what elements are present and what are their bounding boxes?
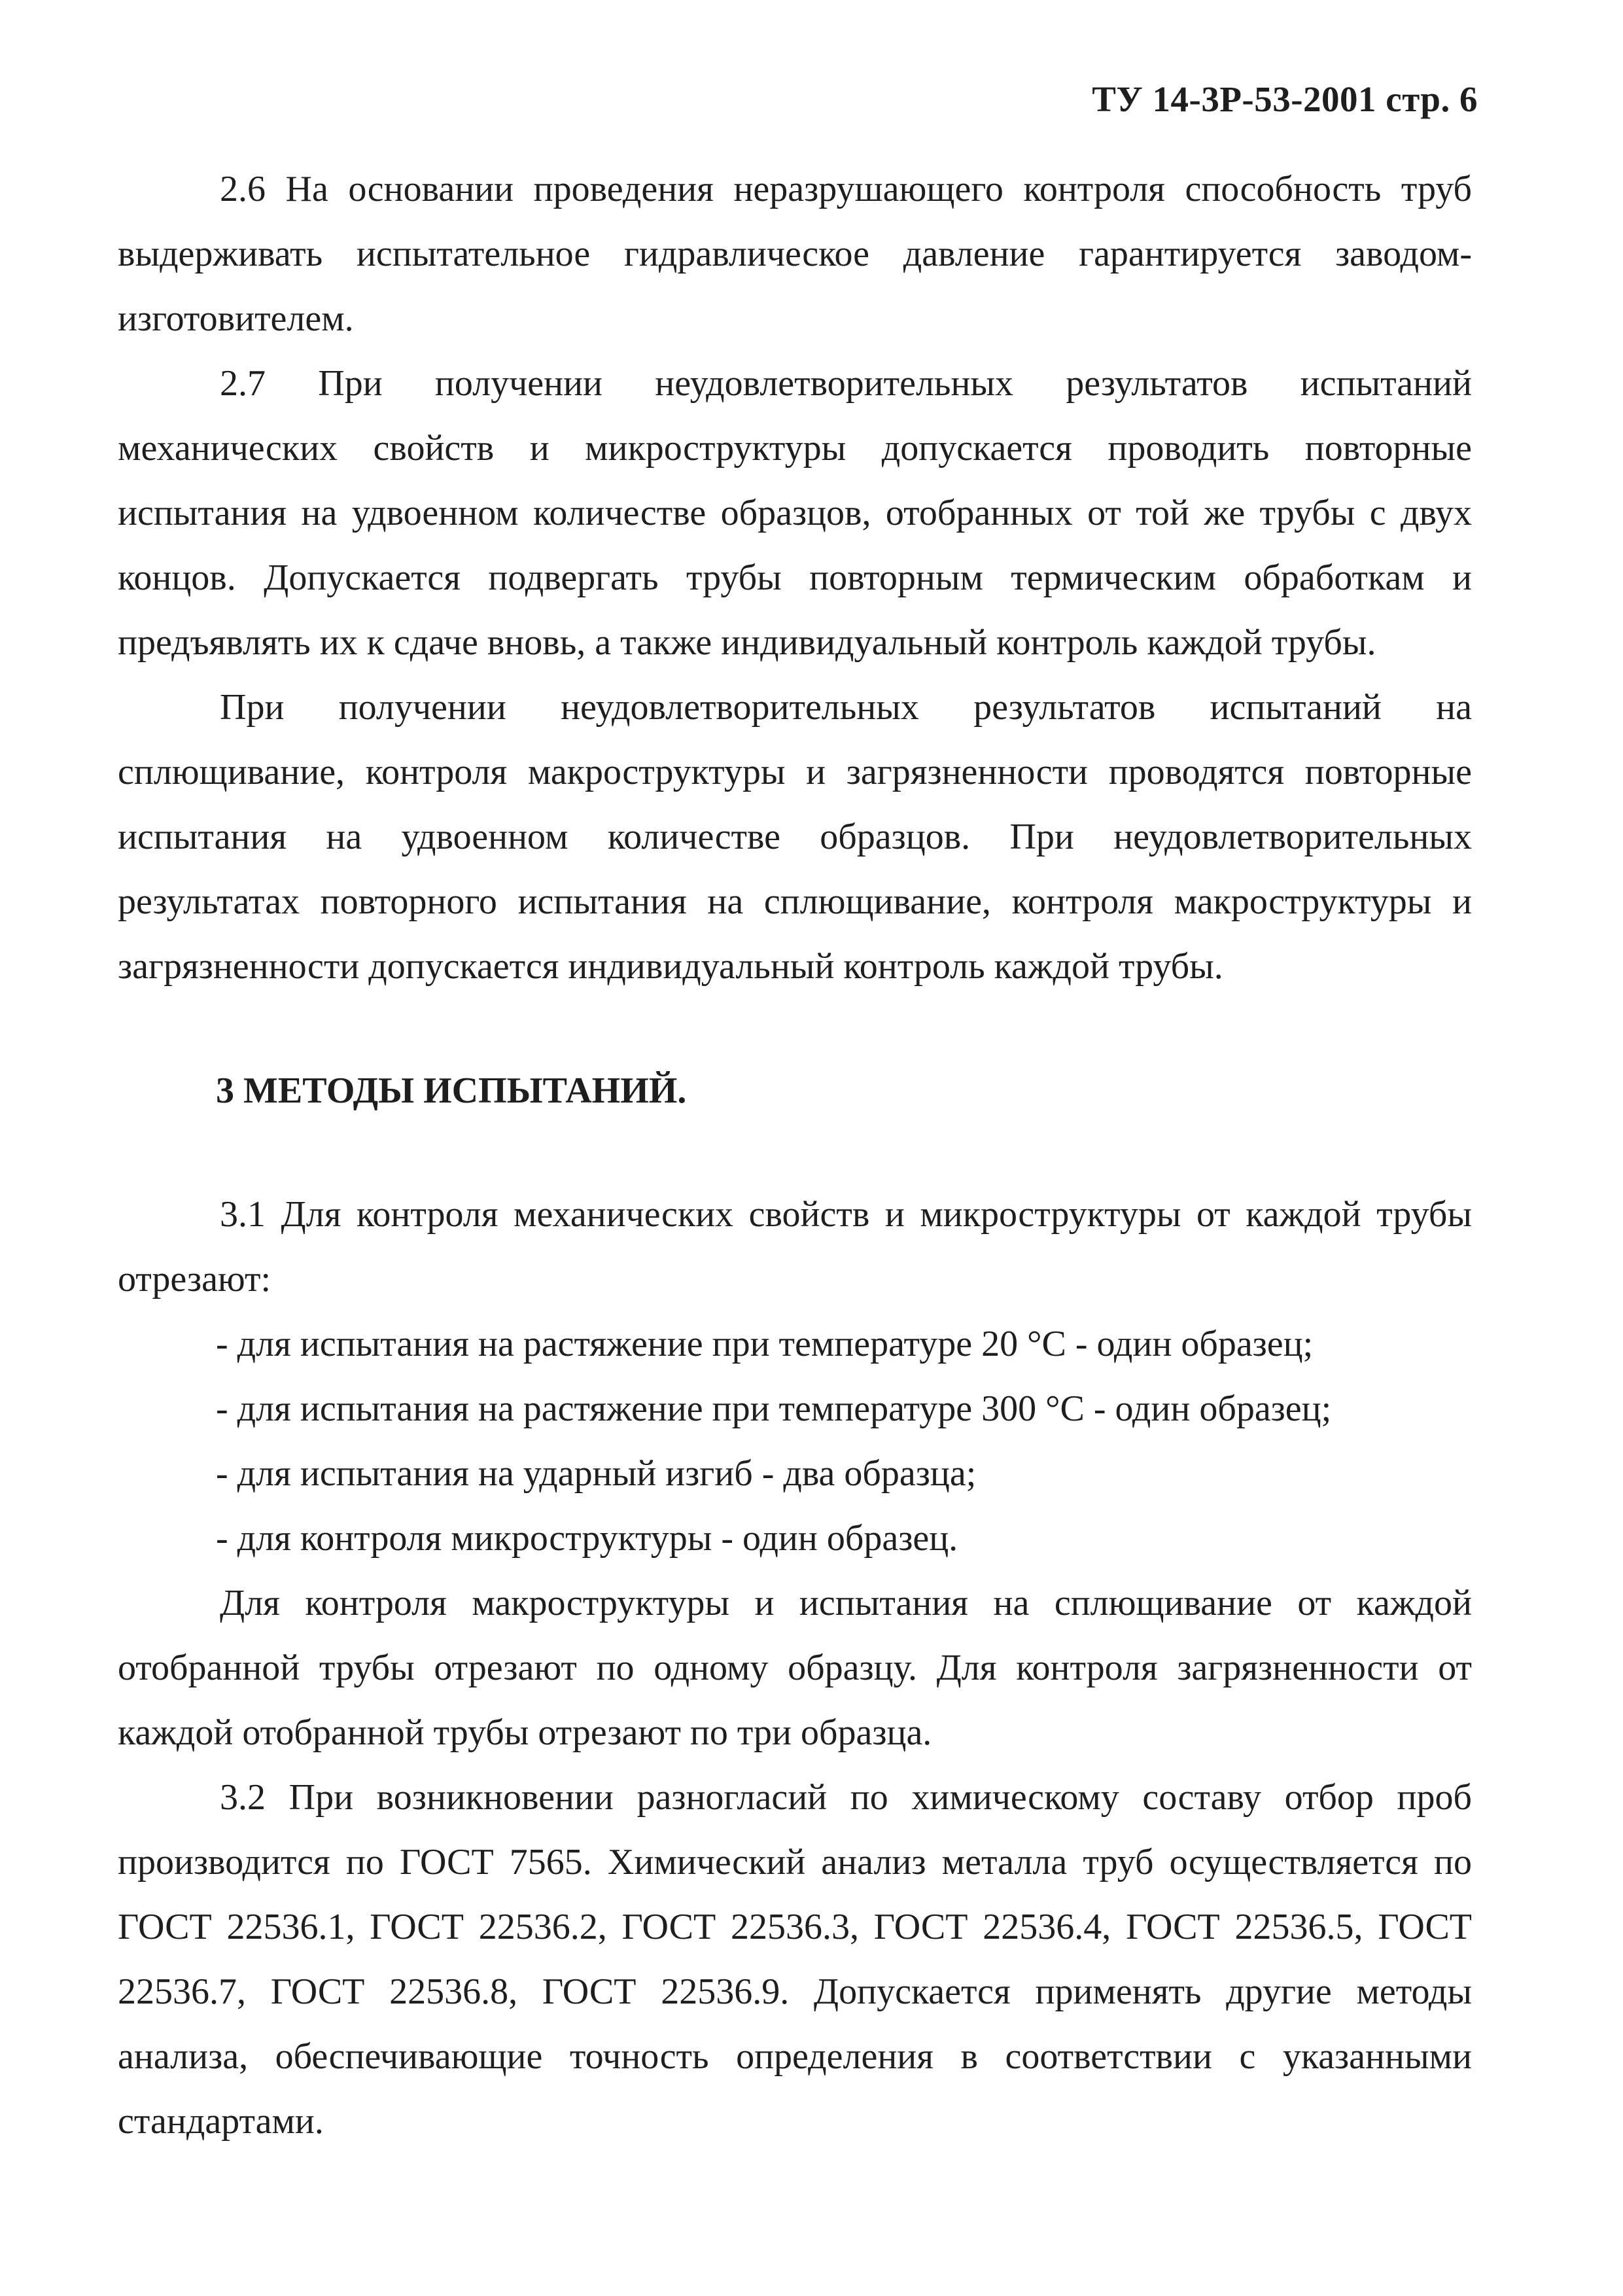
paragraph-3-2: 3.2 При возникновении разногласий по химическому составу отбор проб производится по ГОСТ 7565. Химический анализ металла труб осуществляется по ГОСТ 22536.1, ГОСТ 22536.2, ГОСТ 22536.3, ГОСТ 22536.4, ГОСТ 22536.5, ГОСТ 22536.7, ГОСТ 22536.8, ГОСТ 22536.9. Допускается применять другие методы анализа, обеспечивающие точность определения в соответствии с указанными стандартами. [118,1777,1472,2142]
document-body [118,157,1472,2154]
list-item: - для испытания на растяжение при температуре 300 °С - один образец; [216,1388,1332,1429]
paragraph-3-1: 3.1 Для контроля механических свойств и микроструктуры от каждой трубы отрезают: [118,1194,1472,1299]
list-item: - для испытания на ударный изгиб - два образца; [216,1453,977,1494]
paragraph-2-6: 2.6 На основании проведения неразрушающего контроля способность труб выдерживать испытательное гидравлическое давление гарантируется заводом-изготовителем. [118,169,1472,339]
paragraph-macro-samples: Для контроля макроструктуры и испытания на сплющивание от каждой отобранной трубы отрезают по одному образцу. Для контроля загрязненности от каждой отобранной трубы отрезают по три образца. [118,1583,1472,1753]
paragraph-retest: При получении неудовлетворительных результатов испытаний на сплющивание, контроля макроструктуры и загрязненности проводятся повторные испытания на удвоенном количестве образцов. При неудовлетворительных результатах повторного испытания на сплющивание, контроля макроструктуры и загрязненности допускается индивидуальный контроль каждой трубы. [118,687,1472,987]
page-header-doc-ref: ТУ 14-3Р-53-2001 стр. 6 [1092,79,1478,119]
list-item: - для контроля микроструктуры - один образец. [216,1518,958,1559]
list-item: - для испытания на растяжение при температуре 20 °С - один образец; [216,1324,1314,1364]
section-heading: 3 МЕТОДЫ ИСПЫТАНИЙ. [216,1070,687,1111]
paragraph-2-7: 2.7 При получении неудовлетворительных результатов испытаний механических свойств и микроструктуры допускается проводить повторные испытания на удвоенном количестве образцов, отобранных от той же трубы с двух концов. Допускается подвергать трубы повторным термическим обработкам и предъявлять их к сдаче вновь, а также индивидуальный контроль каждой трубы. [118,363,1472,663]
